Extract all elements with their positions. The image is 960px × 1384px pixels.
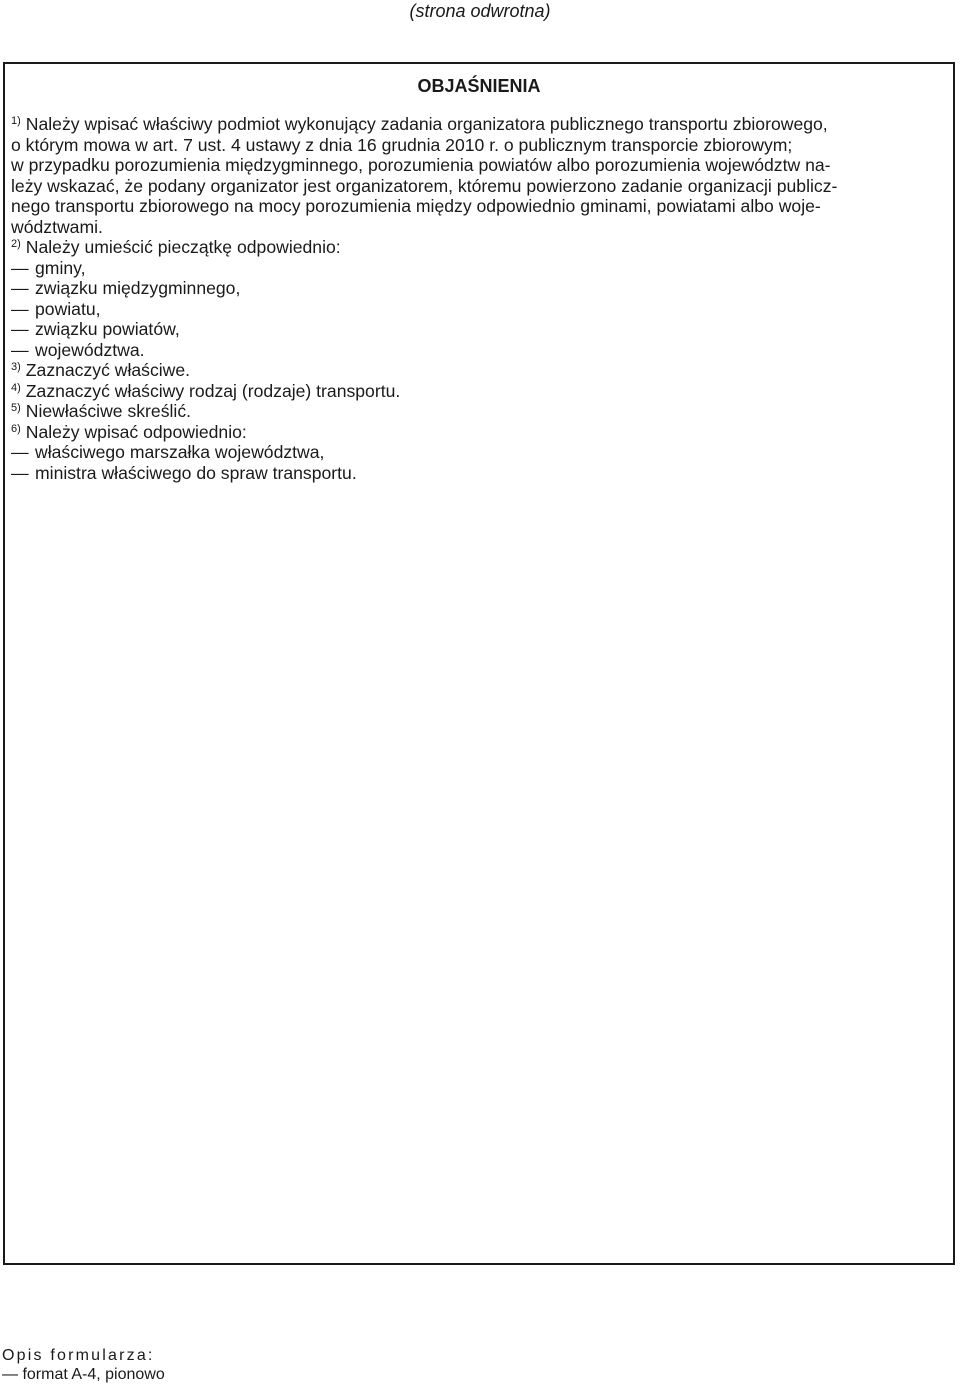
dash-glyph: — <box>11 278 29 298</box>
form-description-item: — format A-4, pionowo <box>2 1366 165 1383</box>
dash-glyph: — <box>11 339 29 360</box>
form-description-title: Opis formularza: <box>2 1347 155 1364</box>
dash-glyph: — <box>2 1366 18 1383</box>
list-item: — związku międzygminnego, <box>11 278 241 298</box>
list-item: — gminy, <box>11 257 86 278</box>
footnote-5: $^{5)}$ Niewłaściwe skreślić. <box>11 401 191 421</box>
footnote-6 <box>11 422 951 484</box>
dash-glyph: — <box>11 462 29 483</box>
footnote-2-text: $^{2)}$ Należy umieścić pieczątkę odpowiednio: <box>11 237 341 257</box>
dash-glyph: — <box>11 442 29 462</box>
footnote-number: 3) <box>11 361 21 373</box>
explanations-box <box>3 62 955 1265</box>
footnote-number: 6) <box>11 422 21 435</box>
footnote-1-line-1: $^{1)}$ Należy wpisać właściwy podmiot wykonujący zadania organizatora publicznego transportu zbiorowego, <box>11 114 828 134</box>
page-header-note: (strona odwrotna) <box>409 1 551 21</box>
list-item: — powiatu, <box>11 298 101 319</box>
footnote-1-line-2: o którym mowa w art. 7 ust. 4 ustawy z dnia 16 grudnia 2010 r. o publicznym transporcie zbiorowym; <box>11 134 793 155</box>
footnote-4: $^{4)}$ Zaznaczyć właściwy rodzaj (rodzaje) transportu. <box>11 380 401 401</box>
footnote-1-line-4: leży wskazać, że podany organizator jest organizatorem, któremu powierzono zadanie organizacji publicz- <box>11 175 838 196</box>
list-item: — właściwego marszałka województwa, <box>11 442 325 462</box>
footnote-6-text: $^{6)}$ Należy wpisać odpowiednio: <box>11 421 247 442</box>
footnote-number: 1) <box>11 115 21 127</box>
footnote-number: 2) <box>11 238 21 250</box>
list-item: — ministra właściwego do spraw transportu. <box>11 462 357 483</box>
explanations-content <box>11 114 951 483</box>
footnote-1-line-6: wództwami. <box>11 216 103 237</box>
footnote-2 <box>11 237 951 360</box>
form-description <box>2 1346 165 1384</box>
footnote-1-line-3: w przypadku porozumienia międzygminnego, porozumienia powiatów albo porozumienia województw na- <box>11 155 831 175</box>
footnote-3: $^{3)}$ Zaznaczyć właściwe. <box>11 360 191 380</box>
list-item: — województwa. <box>11 339 145 360</box>
footnote-number: 4) <box>11 381 21 394</box>
footnote-1-line-5: nego transportu zbiorowego na mocy porozumienia między odpowiednio gminami, powiatami albo woje- <box>11 196 821 216</box>
dash-glyph: — <box>11 319 29 339</box>
dash-glyph: — <box>11 298 29 319</box>
footnote-number: 5) <box>11 402 21 414</box>
footnote-1 <box>11 114 951 237</box>
list-item: — związku powiatów, <box>11 319 180 339</box>
explanations-title: OBJAŚNIENIA <box>417 76 541 96</box>
dash-glyph: — <box>11 257 29 278</box>
